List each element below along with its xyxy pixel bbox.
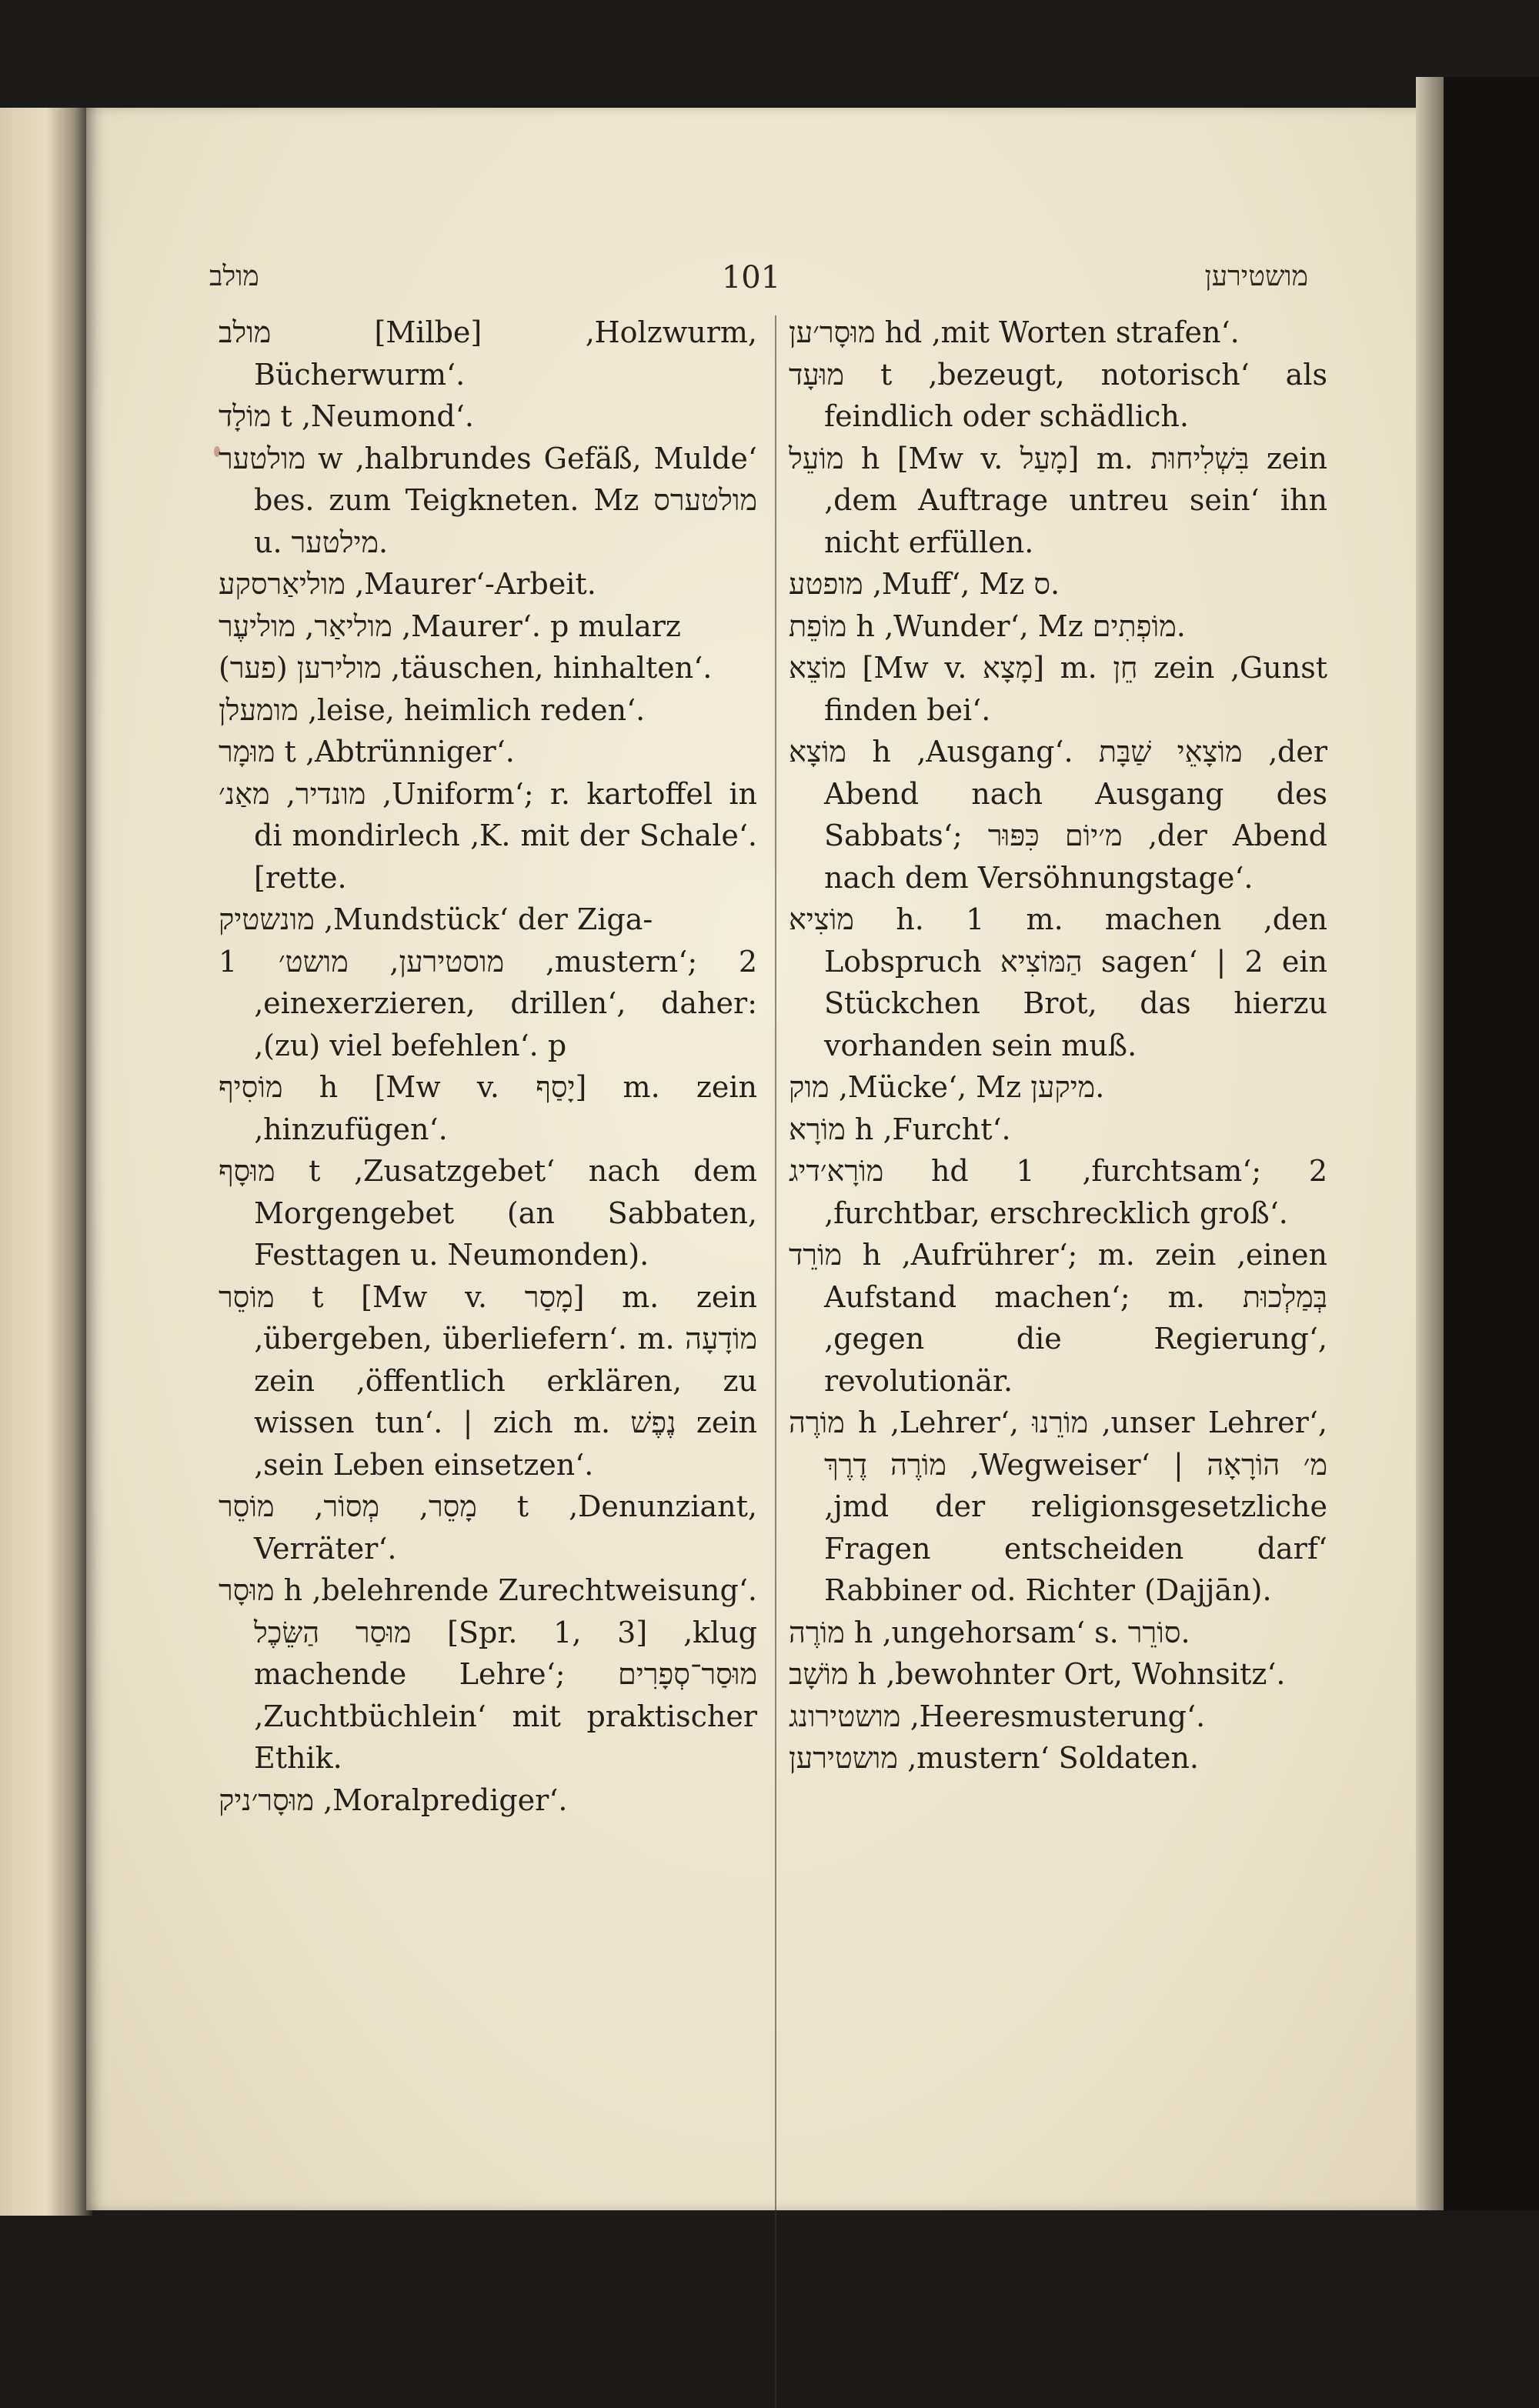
entry: מוֹצִיא h. 1 m. machen ‚den Lobspruch הַמּוֹצִיא sagen‘ | 2 ein Stückchen Brot, das hierzu vorhanden sein muß. xyxy=(789,902,1327,1062)
running-head-right: מושטירען xyxy=(1204,261,1308,292)
entry: מוּסָר h ‚belehrende Zurechtweisung‘. מוּסַר הַשֵּׂכֶל [Spr. 1, 3] ‚klug machende Lehre‘; מוּסַר־סְפָרִים ‚Zuchtbüchlein‘ mit praktischer Ethik. xyxy=(219,1573,757,1775)
right-column xyxy=(789,312,1327,1779)
entry: מוֹלָד t ‚Neumond‘. xyxy=(219,399,474,433)
entry: מוּעָד t ‚bezeugt, notorisch‘ als feindlich oder schädlich. xyxy=(789,357,1327,433)
left-column xyxy=(219,312,757,1821)
entry: מוֹרָא׳דיג hd 1 ‚furchtsam‘; 2 ‚furchtbar, erschrecklich groß‘. xyxy=(789,1154,1327,1230)
page-edge xyxy=(1416,77,1444,2210)
entry: מוּסָר׳ען hd ‚mit Worten strafen‘. xyxy=(789,315,1240,349)
entry: מוֹרֵד h ‚Aufrührer‘; m. zein ‚einen Aufstand machen‘; m. בְּמַלְכוּת ‚gegen die Regierung‘, revolutionär. xyxy=(789,1238,1327,1398)
entry: מָסֵר, מְסוֹר, מוֹסֵר t ‚Denunziant, Verräter‘. xyxy=(219,1489,757,1566)
entry: מוֹצָא h ‚Ausgang‘. מוֹצָאֵי שַׁבָּת ‚der Abend nach Ausgang des Sabbats‘; מ׳יוֹם כִּפּוּר ‚der Abend nach dem Versöhnungstage‘. xyxy=(789,735,1327,895)
book-spine-right xyxy=(1416,77,1539,2210)
entry: מוּסָף t ‚Zusatzgebet‘ nach dem Morgengebet (an Sabbaten, Festtagen u. Neumonden). xyxy=(219,1154,757,1272)
entry: מומעלן ‚leise, heimlich reden‘. xyxy=(219,692,646,727)
entry: מושטירונג ‚Heeresmusterung‘. xyxy=(789,1699,1206,1733)
book-spine-left xyxy=(0,108,92,2216)
entry: מונדיר, מאַנ׳ ‚Uniform‘; r. kartoffel in di mondirlech ‚K. mit der Schale‘. [rette. xyxy=(219,776,758,895)
entry: מולטער w ‚halbrundes Gefäß, Mulde‘ bes. zum Teigkneten. Mz מולטערס u. מילטער. xyxy=(219,441,757,559)
entry: מולב [Milbe] ‚Holzwurm, Bücherwurm‘. xyxy=(219,315,757,392)
entry: מופטע ‚Muff‘, Mz ס. xyxy=(789,567,1060,601)
column-divider xyxy=(775,315,776,2408)
entry: מוֹרֶה h ‚Lehrer‘, מוֹרֵנוּ ‚unser Lehrer‘, מוֹרֶה דֶרֶךְ ‚Wegweiser‘ | מ׳ הוֹרָאָה ‚jmd der religionsgesetzliche Fragen entscheiden darf‘ Rabbiner od. Richter (Dajjān). xyxy=(789,1406,1328,1607)
page-number: 101 xyxy=(721,260,781,295)
entry: מוֹעֵל h [Mw v. מָעַל] m. בִּשְׁלִיחוּת zein ‚dem Auftrage untreu sein‘ ihn nicht erfüllen. xyxy=(789,441,1327,559)
entry: מוק ‚Mücke‘, Mz מיקען. xyxy=(789,1070,1105,1104)
entry: מונשטיק ‚Mundstück‘ der Ziga- xyxy=(219,902,653,936)
entry: מוליאַרסקע ‚Maurer‘-Arbeit. xyxy=(219,567,596,601)
entry: מושטירען ‚mustern‘ Soldaten. xyxy=(789,1741,1200,1775)
entry: מולירען (פער) ‚täuschen, hinhalten‘. xyxy=(219,651,713,685)
entry: מוֹסֵר t [Mw v. מָסַר] m. zein ‚übergeben, überliefern‘. m. מוֹדָעָה zein ‚öffentlich erklären, zu wissen tun‘. | zich m. נֶפֶשׁ zein ‚sein Leben einsetzen‘. xyxy=(219,1279,758,1482)
running-head-left: מולב xyxy=(209,261,259,292)
dictionary-page xyxy=(86,108,1416,2210)
entry: מוֹרֶה h ‚ungehorsam‘ s. סוֹרֵר. xyxy=(789,1615,1190,1649)
entry: מוליאַר, מוליעֶר ‚Maurer‘. p mularz xyxy=(219,609,681,643)
entry: מוּסָר׳ניק ‚Moralprediger‘. xyxy=(219,1783,568,1817)
entry: מוסטירען, מושט׳ 1 ‚mustern‘; 2 ‚einexerzieren, drillen‘, daher: ‚(zu) viel befehlen‘. p xyxy=(219,944,757,1062)
entry: מוֹרָא h ‚Furcht‘. xyxy=(789,1112,1011,1146)
entry: מוּמָר t ‚Abtrünniger‘. xyxy=(219,735,515,769)
entry: מוֹסִיף h [Mw v. יָסַף] m. zein ‚hinzufügen‘. xyxy=(219,1070,758,1146)
entry: מוֹפֵת h ‚Wunder‘, Mz מוֹפְתִים. xyxy=(789,609,1186,643)
entry: מוֹשָׁב h ‚bewohnter Ort, Wohnsitz‘. xyxy=(789,1657,1286,1691)
entry: מוֹצֵא [Mw v. מָצָא] m. חֵן zein ‚Gunst finden bei‘. xyxy=(789,651,1327,727)
